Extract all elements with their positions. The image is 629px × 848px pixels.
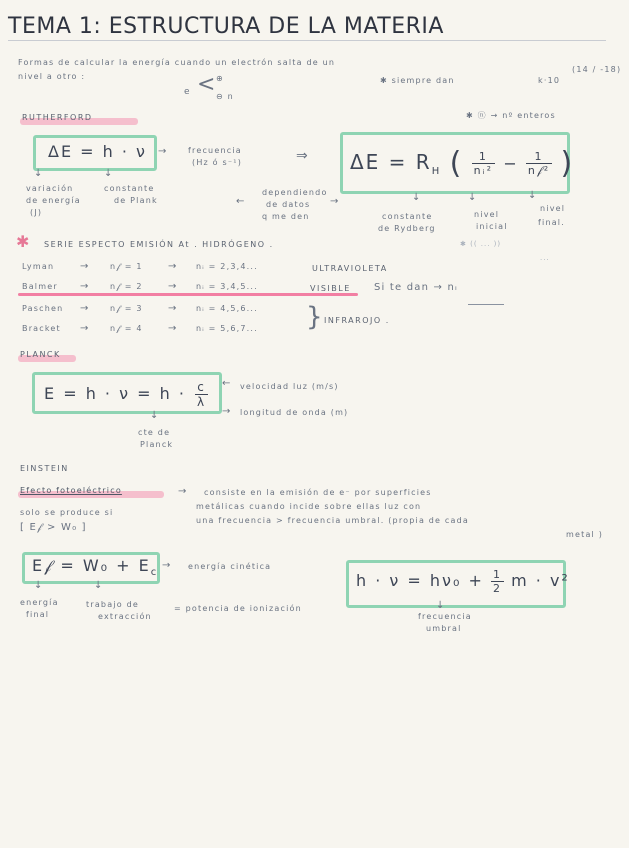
wavelength-label: longitud de onda (m) xyxy=(240,408,349,417)
implies-icon: ⇒ xyxy=(296,148,308,164)
depends-1: dependiendo xyxy=(262,188,328,197)
series-ni: nᵢ = 4,5,6... xyxy=(196,304,258,313)
electron-label: e xyxy=(184,87,191,97)
energy-variation-3: (J) xyxy=(30,208,43,217)
initial-fraction: $\frac{1}{\text{nᵢ²}}$ xyxy=(473,150,494,177)
arrow-right-icon: → xyxy=(80,323,89,334)
arrow-down-icon: ↓ xyxy=(468,192,477,203)
c-over-lambda: $\frac{c}{\lambda}$ xyxy=(197,380,207,409)
rydberg-constant-1: constante xyxy=(382,212,433,221)
faint-note-2: ... xyxy=(540,254,550,262)
arrow-down-icon: ↓ xyxy=(34,580,43,591)
arrow-right-icon: → xyxy=(222,406,231,417)
arrow-right-icon: → xyxy=(158,146,167,157)
arrow-down-icon: ↓ xyxy=(104,168,113,179)
threshold-frequency-1: frecuencia xyxy=(418,612,472,621)
condition: [ E𝒻 > W₀ ] xyxy=(20,522,87,533)
half-fraction: $\frac{1}{2}$ xyxy=(493,568,502,595)
planck-cte-2: Planck xyxy=(140,440,174,449)
arrow-left-icon: ← xyxy=(236,196,245,207)
minus-state: ⊖ n xyxy=(216,92,234,101)
star-icon: ✱ xyxy=(16,232,30,251)
planck-equation xyxy=(44,380,208,409)
einstein-equation-text: E𝒻 = W₀ + E xyxy=(32,556,151,575)
series-name: Lyman xyxy=(22,262,55,271)
series-region: VISIBLE xyxy=(310,284,351,293)
order-exponent: (14 / -18) xyxy=(572,65,622,74)
infrared-label: INFRAROJO . xyxy=(324,316,390,325)
planck-cte-1: cte de xyxy=(138,428,171,437)
effect-desc-4: metal ) xyxy=(566,530,604,539)
series-name: Paschen xyxy=(22,304,64,313)
arrow-right-icon: ← xyxy=(222,378,231,389)
faint-note-1: ✱ (( ... )) xyxy=(460,240,502,248)
fork-icon: < xyxy=(197,72,216,97)
series-nf: n𝒻 = 3 xyxy=(110,304,143,313)
planck-constant-2: de Plank xyxy=(114,196,158,205)
rydberg-subscript: H xyxy=(431,166,442,177)
effect-desc-1: consiste en la emisión de e⁻ por superficies xyxy=(204,488,432,497)
intro-line-1: Formas de calcular la energía cuando un electrón salta de un xyxy=(18,58,336,67)
effect-desc-2: metálicas cuando incide sobre ellas luz con xyxy=(196,502,422,511)
kinetic-energy-label: energía cinética xyxy=(188,562,272,571)
final-energy-1: energía xyxy=(20,598,59,607)
initial-level-1: nivel xyxy=(474,210,500,219)
rydberg-equation: $\Delta E = R_H$ ( $\frac{1}{\text{nᵢ²}}$ − $\frac{1}{\text{n𝒻²}}$ ) xyxy=(350,146,575,181)
arrow-right-icon: → xyxy=(80,303,89,314)
plus-state: ⊕ xyxy=(216,74,224,83)
speed-of-light-label: velocidad luz (m/s) xyxy=(240,382,339,391)
equation-2-left: h · ν = hν₀ + xyxy=(356,571,484,590)
energy-variation-2: de energía xyxy=(26,196,81,205)
rydberg-lhs: ΔE = R xyxy=(350,150,432,174)
note-underline xyxy=(468,304,504,305)
always-note: ✱ siempre dan xyxy=(380,76,455,85)
series-nf: n𝒻 = 4 xyxy=(110,324,143,333)
arrow-down-icon: ↓ xyxy=(412,192,421,203)
arrow-right-icon: → xyxy=(80,261,89,272)
kinetic-subscript: c xyxy=(150,567,159,579)
rutherford-heading: RUTHERFORD xyxy=(22,113,93,122)
arrow-right-icon: → xyxy=(168,261,177,272)
frequency-label: frecuencia xyxy=(188,146,242,155)
arrow-right-icon: → xyxy=(168,303,177,314)
arrow-right-icon: → xyxy=(162,560,171,571)
final-level-2: final. xyxy=(538,218,565,227)
frequency-units: (Hz ó s⁻¹) xyxy=(192,158,243,167)
ionization-label: = potencia de ionización xyxy=(174,604,302,613)
arrow-right-icon: → xyxy=(80,281,89,292)
einstein-heading: EINSTEIN xyxy=(20,464,69,473)
rydberg-constant-2: de Rydberg xyxy=(378,224,436,233)
depends-3: q me den xyxy=(262,212,310,221)
title-underline xyxy=(8,40,606,41)
page-title: TEMA 1: ESTRUCTURA DE LA MATERIA xyxy=(8,14,444,39)
planck-heading: PLANCK xyxy=(20,350,61,359)
arrow-down-icon: ↓ xyxy=(528,190,537,201)
series-nf: n𝒻 = 2 xyxy=(110,282,143,291)
effect-desc-3: una frecuencia > frecuencia umbral. (propia de cada xyxy=(196,516,470,525)
intro-line-2: nivel a otro : xyxy=(18,72,86,81)
einstein-equation-2 xyxy=(356,568,570,595)
final-energy-2: final xyxy=(26,610,50,619)
series-ni: nᵢ = 2,3,4... xyxy=(196,262,258,271)
equation-2-right: m · v² xyxy=(511,571,570,590)
planck-equation-text: E = h · ν = h · xyxy=(44,384,186,403)
series-ni: nᵢ = 3,4,5... xyxy=(196,282,258,291)
arrow-right-icon: → xyxy=(178,486,187,497)
energy-equation: ΔE = h · ν xyxy=(48,142,147,161)
depends-2: de datos xyxy=(266,200,311,209)
final-fraction: $\frac{1}{\text{n𝒻²}}$ xyxy=(527,149,551,177)
series-name: Balmer xyxy=(22,282,58,291)
work-function-2: extracción xyxy=(98,612,152,621)
work-function-1: trabajo de xyxy=(86,600,139,609)
planck-constant-1: constante xyxy=(104,184,155,193)
balmer-underline xyxy=(18,293,358,296)
arrow-down-icon: ↓ xyxy=(34,168,43,179)
final-level-1: nivel xyxy=(540,204,566,213)
threshold-frequency-2: umbral xyxy=(426,624,462,633)
arrow-right-icon: → xyxy=(330,196,339,207)
series-heading: SERIE ESPECTO EMISIÓN At . HIDRÓGENO . xyxy=(44,240,274,249)
arrow-down-icon: ↓ xyxy=(436,600,445,611)
photoelectric-effect-label: Efecto fotoeléctrico xyxy=(20,486,122,495)
integer-note: ✱ ⓝ → nº enteros xyxy=(466,111,556,120)
series-region: ULTRAVIOLETA xyxy=(312,264,388,273)
series-name: Bracket xyxy=(22,324,61,333)
arrow-right-icon: → xyxy=(168,281,177,292)
initial-level-2: inicial xyxy=(476,222,508,231)
einstein-equation xyxy=(32,556,158,578)
series-nf: n𝒻 = 1 xyxy=(110,262,143,271)
energy-variation-1: variación xyxy=(26,184,74,193)
brace-icon: } xyxy=(306,302,323,332)
arrow-down-icon: ↓ xyxy=(94,580,103,591)
series-ni: nᵢ = 5,6,7... xyxy=(196,324,258,333)
arrow-down-icon: ↓ xyxy=(150,410,159,421)
order-of-magnitude: k·10 xyxy=(538,76,561,85)
arrow-right-icon: → xyxy=(168,323,177,334)
balmer-note: Si te dan → nᵢ xyxy=(374,282,459,293)
only-if-label: solo se produce si xyxy=(20,508,114,517)
